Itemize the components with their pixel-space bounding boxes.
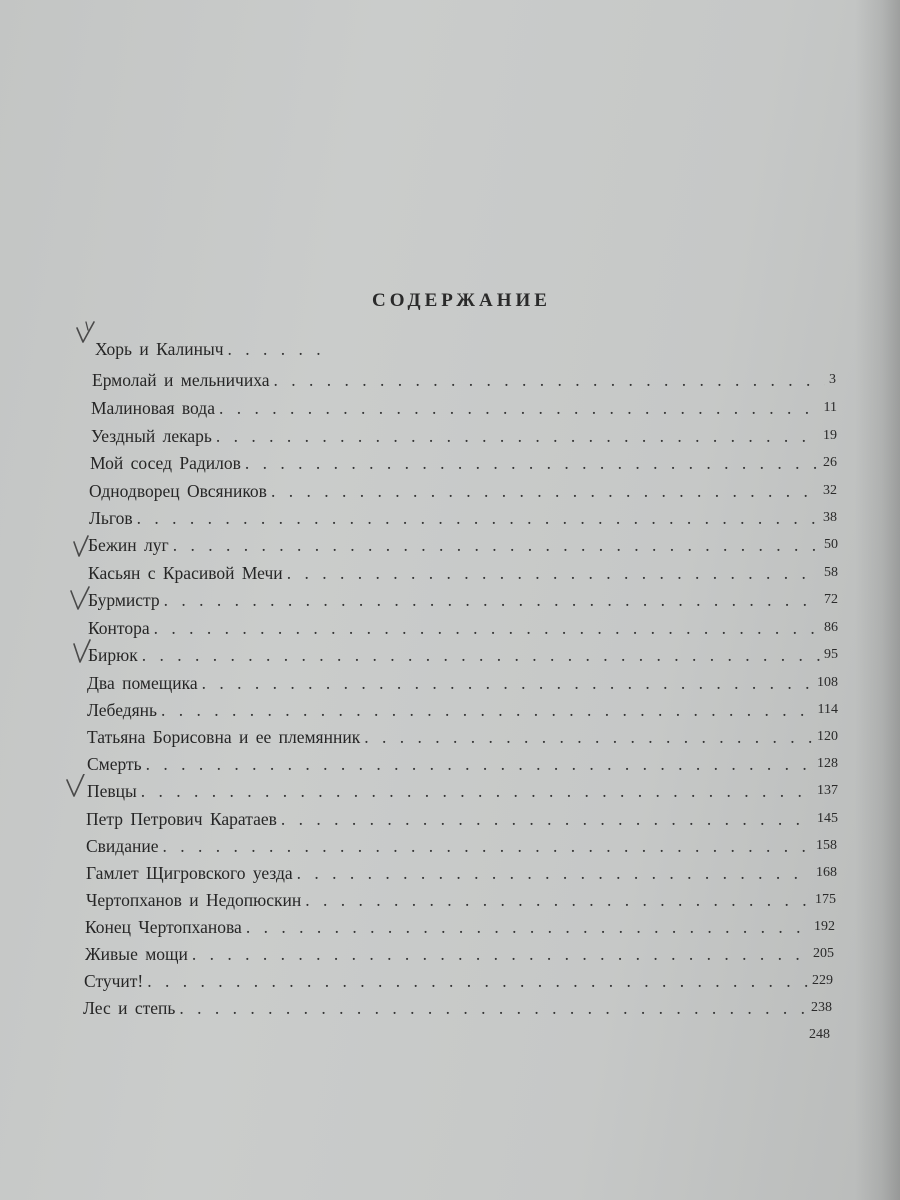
toc-heading: СОДЕРЖАНИЕ (372, 290, 551, 311)
dot-leader (164, 589, 820, 611)
toc-entry (90, 448, 837, 474)
dot-leader (137, 507, 819, 529)
toc-entry (780, 1020, 830, 1046)
pencil-checkmark-icon (70, 638, 94, 664)
dot-leader (305, 889, 811, 911)
toc-entry (89, 503, 837, 529)
toc-entry (86, 831, 837, 857)
entry-title: Татьяна Борисовна и ее племянник (87, 727, 361, 747)
entry-title: Бежин луг (88, 535, 169, 555)
entry-title: Бурмистр (88, 590, 160, 610)
entry-title: Малиновая вода (91, 398, 215, 418)
dot-leader (216, 425, 819, 447)
entry-page: 95 (824, 647, 838, 662)
entry-title: Лес и степь (83, 998, 176, 1018)
toc-entry (88, 585, 838, 611)
entry-title: Певцы (87, 781, 137, 801)
pencil-checkmark-icon (64, 774, 88, 800)
toc-entry (91, 421, 837, 447)
toc-entry (88, 530, 838, 556)
dot-leader (147, 970, 808, 992)
dot-leader (228, 338, 326, 360)
entry-title: Уездный лекарь (91, 426, 212, 446)
entry-title: Мой сосед Радилов (90, 453, 241, 473)
dot-leader (274, 369, 826, 391)
toc-entry (83, 993, 832, 1019)
entry-title: Касьян с Красивой Мечи (88, 563, 283, 583)
dot-leader (287, 562, 820, 584)
dot-leader (246, 916, 810, 938)
dot-leader (364, 726, 813, 748)
toc-entry (87, 695, 838, 721)
dot-leader (141, 780, 813, 802)
entry-page: 86 (824, 620, 838, 635)
entry-page: 248 (809, 1027, 830, 1042)
toc-entry (85, 912, 835, 938)
entry-page: 58 (824, 565, 838, 580)
toc-entry (86, 804, 838, 830)
entry-page: 38 (823, 510, 837, 525)
dot-leader (281, 808, 813, 830)
entry-page: 205 (813, 946, 834, 961)
entry-title: Чертопханов и Недопюскин (86, 890, 302, 910)
toc-entry (85, 939, 834, 965)
entry-page: 137 (817, 783, 838, 798)
entry-page: 158 (816, 838, 837, 853)
entry-title: Контора (88, 618, 150, 638)
dot-leader (297, 862, 812, 884)
entry-page: 238 (811, 1000, 832, 1015)
dot-leader (142, 644, 820, 666)
dot-leader (173, 534, 820, 556)
entry-page: 128 (817, 756, 838, 771)
entry-page: 145 (817, 811, 838, 826)
entry-page: 192 (814, 919, 835, 934)
toc-entry (86, 885, 836, 911)
dot-leader (202, 672, 813, 694)
entry-title: Живые мощи (85, 944, 188, 964)
toc-entry (92, 365, 836, 391)
toc-entry (87, 722, 838, 748)
entry-page: 72 (824, 592, 838, 607)
entry-title: Льгов (89, 508, 133, 528)
toc-entry (88, 613, 838, 639)
toc-entry (87, 776, 838, 802)
toc-entry (95, 334, 330, 360)
dot-leader (192, 943, 809, 965)
entry-title: Свидание (86, 836, 159, 856)
entry-title: Лебедянь (87, 700, 158, 720)
entry-title: Хорь и Калиныч (95, 339, 224, 359)
entry-title: Стучит! (84, 971, 144, 991)
entry-title: Смерть (87, 754, 142, 774)
pencil-checkmark-icon (70, 532, 94, 558)
toc-entry (89, 476, 837, 502)
dot-leader (154, 617, 820, 639)
entry-title: Бирюк (88, 645, 138, 665)
entry-title: Однодворец Овсяников (89, 481, 267, 501)
entry-page: 108 (817, 675, 838, 690)
entry-title: Ермолай и мельничиха (92, 370, 270, 390)
entry-title: Петр Петрович Каратаев (86, 809, 277, 829)
dot-leader (162, 835, 812, 857)
entry-page: 168 (816, 865, 837, 880)
entry-page: 3 (829, 372, 836, 387)
toc-entry (88, 640, 838, 666)
entry-page: 32 (823, 483, 837, 498)
toc-entry (88, 558, 838, 584)
dot-leader (146, 753, 813, 775)
dot-leader (271, 480, 819, 502)
entry-page: 50 (824, 537, 838, 552)
toc-entry (86, 858, 837, 884)
entry-page: 26 (823, 455, 837, 470)
entry-page: 229 (812, 973, 833, 988)
toc-entry (87, 668, 838, 694)
entry-title: Конец Чертопханова (85, 917, 242, 937)
dot-leader (161, 699, 813, 721)
toc-entry (91, 393, 837, 419)
toc-entry (84, 966, 833, 992)
entry-page: 175 (815, 892, 836, 907)
toc-entry (87, 749, 838, 775)
dot-leader (179, 997, 807, 1019)
dot-leader (219, 397, 820, 419)
pencil-checkmark-icon (68, 585, 92, 611)
entry-page: 11 (823, 400, 837, 415)
entry-page: 120 (817, 729, 838, 744)
pencil-checkmark-icon (74, 320, 98, 346)
entry-title: Два помещика (87, 673, 198, 693)
entry-page: 19 (823, 428, 837, 443)
entry-title: Гамлет Щигровского уезда (86, 863, 293, 883)
dot-leader (245, 452, 819, 474)
entry-page: 114 (817, 702, 838, 717)
